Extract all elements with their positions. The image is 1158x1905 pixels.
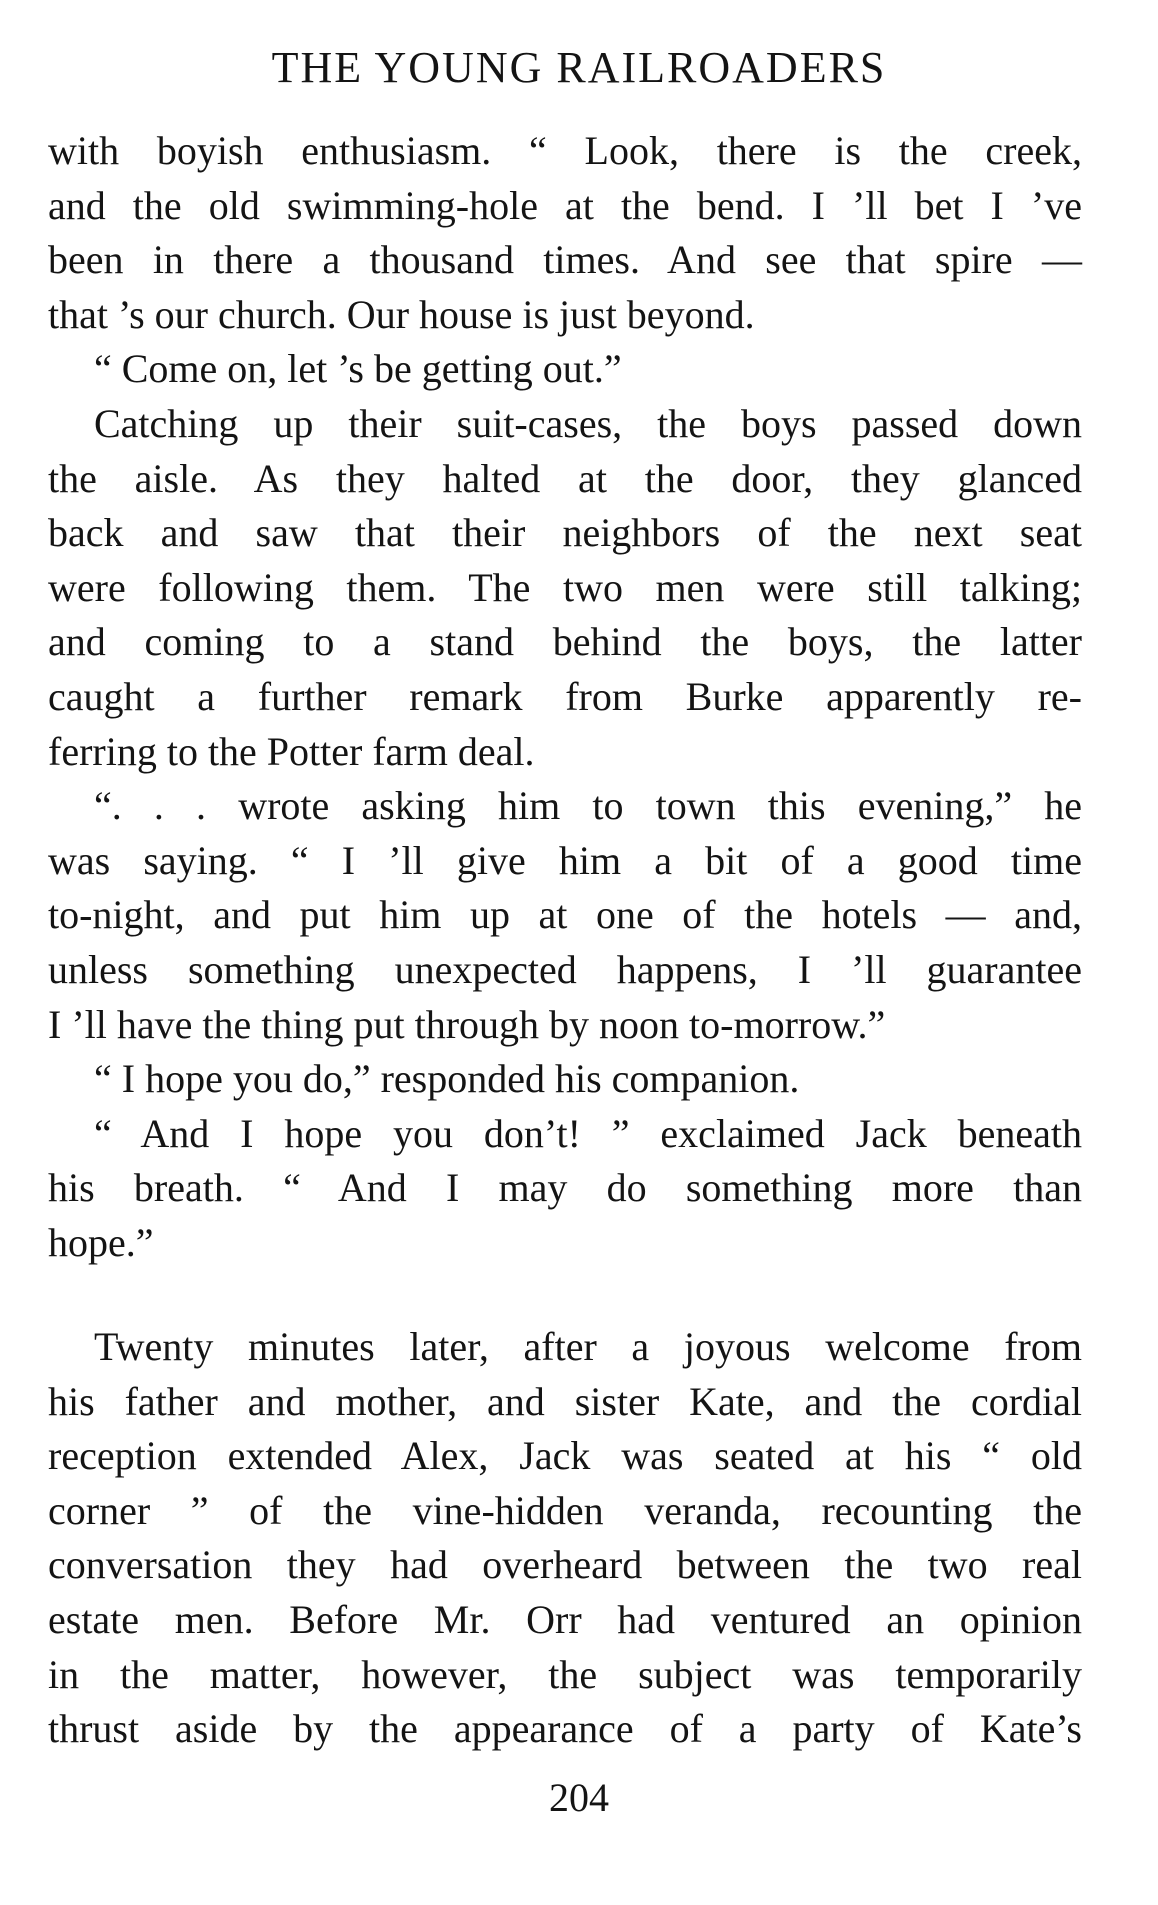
text-line: in the matter, however, the subject was temporarily [48,1651,1082,1697]
text-line: Catching up their suit-cases, the boys passed down [94,400,1082,446]
text-line: back and saw that their neighbors of the next seat [48,510,1082,556]
text-line: were following them. The two men were still talking; [48,564,1082,610]
text-line: estate men. Before Mr. Orr had ventured an opinion [48,1596,1082,1642]
text-line: conversation they had overheard between the two real [48,1542,1082,1588]
page-number: 204 [549,1775,609,1820]
text-line: was saying. “ I ’ll give him a bit of a good time [48,837,1082,883]
text-line: “ And I hope you don’t! ” exclaimed Jack beneath [94,1110,1082,1156]
text-line: hope.” [48,1219,154,1265]
text-line: to-night, and put him up at one of the hotels — and, [48,892,1082,938]
text-line: been in there a thousand times. And see that spire — [48,237,1082,283]
text-line: I ’ll have the thing put through by noon to-morrow.” [48,1001,886,1047]
text-line: with boyish enthusiasm. “ Look, there is the creek, [48,128,1082,173]
text-line: reception extended Alex, Jack was seated at his “ old [48,1433,1082,1479]
passage-1 [48,124,1082,1270]
text-line: thrust aside by the appearance of a party of Kate’s [48,1706,1082,1752]
text-line: and the old swimming-hole at the bend. I ’ll bet I ’ve [48,182,1082,228]
text-line: caught a further remark from Burke apparently re- [48,673,1082,719]
text-line: “ Come on, let ’s be getting out.” [94,346,622,392]
running-head: THE YOUNG RAILROADERS [271,43,887,92]
passage-2 [48,1320,1082,1757]
text-line: his breath. “ And I may do something more than [48,1165,1082,1211]
text-line: the aisle. As they halted at the door, they glanced [48,455,1082,501]
text-line: “ I hope you do,” responded his companion. [94,1056,800,1102]
text-line: corner ” of the vine-hidden veranda, recounting the [48,1487,1082,1533]
text-line: that ’s our church. Our house is just beyond. [48,291,755,337]
text-line: his father and mother, and sister Kate, and the cordial [48,1378,1082,1424]
text-line: and coming to a stand behind the boys, the latter [48,619,1082,665]
text-line: ferring to the Potter farm deal. [48,728,535,774]
text-line: “. . . wrote asking him to town this evening,” he [94,783,1082,829]
text-line: Twenty minutes later, after a joyous welcome from [94,1324,1082,1369]
text-line: unless something unexpected happens, I ’ll guarantee [48,946,1082,992]
